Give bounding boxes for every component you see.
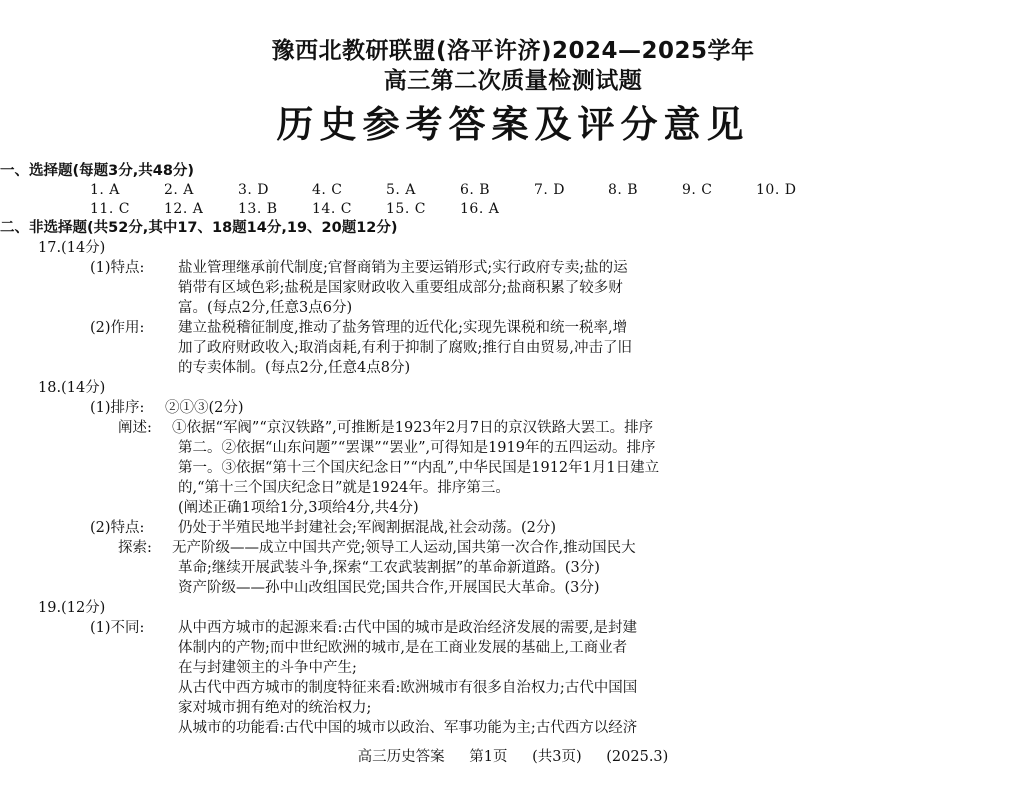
q18-part1-label: (1)排序: <box>90 400 145 416</box>
q17-part2-line: 的专卖体制。(每点2分,任意4点8分) <box>178 360 411 376</box>
page-footer <box>0 745 1026 766</box>
q19-part1-line: 从古代中西方城市的制度特征来看:欧洲城市有很多自治权力;古代中国国 <box>178 680 638 696</box>
q17-part2-label: (2)作用: <box>90 320 145 336</box>
answers-row-2 <box>90 201 534 217</box>
answer-item: 6. B <box>460 182 491 198</box>
q18-explore-label: 探索: <box>118 540 152 556</box>
q18-explain-line: ①依据“军阀”“京汉铁路”,可推断是1923年2月7日的京汉铁路大罢工。排序 <box>172 420 654 436</box>
q18-explain-line: (阐述正确1项给1分,3项给4分,共4分) <box>178 500 419 516</box>
q19-heading: 19.(12分) <box>38 600 106 616</box>
answer-item: 15. C <box>386 201 426 217</box>
q17-heading: 17.(14分) <box>38 240 106 256</box>
q18-explain-line: 的,“第十三个国庆纪念日”就是1924年。排序第三。 <box>178 480 510 496</box>
answers-row-1 <box>90 182 830 198</box>
answer-item: 7. D <box>534 182 566 198</box>
section2-heading: 二、非选择题(共52分,其中17、18题14分,19、20题12分) <box>0 220 398 236</box>
q17-part2-line: 加了政府财政收入;取消卤耗,有利于抑制了腐败;推行自由贸易,冲击了旧 <box>178 340 632 356</box>
q17-part1-line: 富。(每点2分,任意3点6分) <box>178 300 353 316</box>
answer-item: 3. D <box>238 182 270 198</box>
q18-part2-text: 仍处于半殖民地半封建社会;军阀割据混战,社会动荡。(2分) <box>178 520 557 536</box>
answer-item: 11. C <box>90 201 130 217</box>
q18-explain-label: 阐述: <box>118 420 152 436</box>
q17-part1-label: (1)特点: <box>90 260 145 276</box>
footer-date: (2025.3) <box>606 749 669 765</box>
organization-header: 豫西北教研联盟(洛平许济)2024—2025学年 <box>271 38 755 64</box>
footer-total-pages: (共3页) <box>532 749 582 765</box>
answer-item: 9. C <box>682 182 713 198</box>
answer-item: 16. A <box>460 201 500 217</box>
page-title: 历史参考答案及评分意见 <box>276 102 750 146</box>
q19-part1-line: 从城市的功能看:古代中国的城市以政治、军事功能为主;古代西方以经济 <box>178 720 638 736</box>
q18-part2-label: (2)特点: <box>90 520 145 536</box>
answer-item: 10. D <box>756 182 797 198</box>
q19-part1-line: 在与封建领主的斗争中产生; <box>178 660 357 676</box>
answer-item: 13. B <box>238 201 278 217</box>
answer-item: 4. C <box>312 182 343 198</box>
answer-item: 12. A <box>164 201 204 217</box>
answer-item: 5. A <box>386 182 416 198</box>
q18-part1-order: ②①③(2分) <box>165 400 244 416</box>
q18-explain-line: 第二。②依据“山东问题”“罢课”“罢业”,可得知是1919年的五四运动。排序 <box>178 440 656 456</box>
q18-explore-line: 革命;继续开展武装斗争,探索“工农武装割据”的革命新道路。(3分) <box>178 560 600 576</box>
section1-heading: 一、选择题(每题3分,共48分) <box>0 163 195 179</box>
exam-name: 高三第二次质量检测试题 <box>383 68 643 94</box>
q19-part1-line: 从中西方城市的起源来看:古代中国的城市是政治经济发展的需要,是封建 <box>178 620 637 636</box>
q19-part1-label: (1)不同: <box>90 620 145 636</box>
answer-item: 14. C <box>312 201 352 217</box>
q18-explore-line: 无产阶级——成立中国共产党;领导工人运动,国共第一次合作,推动国民大 <box>172 540 636 556</box>
footer-label: 高三历史答案 <box>357 749 445 765</box>
q18-heading: 18.(14分) <box>38 380 106 396</box>
answer-item: 8. B <box>608 182 639 198</box>
q17-part1-line: 销带有区域色彩;盐税是国家财政收入重要组成部分;盐商积累了较多财 <box>178 280 623 296</box>
q17-part1-line: 盐业管理继承前代制度;官督商销为主要运销形式;实行政府专卖;盐的运 <box>178 260 628 276</box>
q19-part1-line: 体制内的产物;而中世纪欧洲的城市,是在工商业发展的基础上,工商业者 <box>178 640 628 656</box>
answer-item: 2. A <box>164 182 194 198</box>
q17-part2-line: 建立盐税稽征制度,推动了盐务管理的近代化;实现先课税和统一税率,增 <box>178 320 628 336</box>
answer-item: 1. A <box>90 182 120 198</box>
q18-explain-line: 第一。③依据“第十三个国庆纪念日”“内乱”,中华民国是1912年1月1日建立 <box>178 460 660 476</box>
q18-explore-line: 资产阶级——孙中山改组国民党;国共合作,开展国民大革命。(3分) <box>178 580 600 596</box>
footer-page-number: 第1页 <box>469 749 508 765</box>
q19-part1-line: 家对城市拥有绝对的统治权力; <box>178 700 372 716</box>
